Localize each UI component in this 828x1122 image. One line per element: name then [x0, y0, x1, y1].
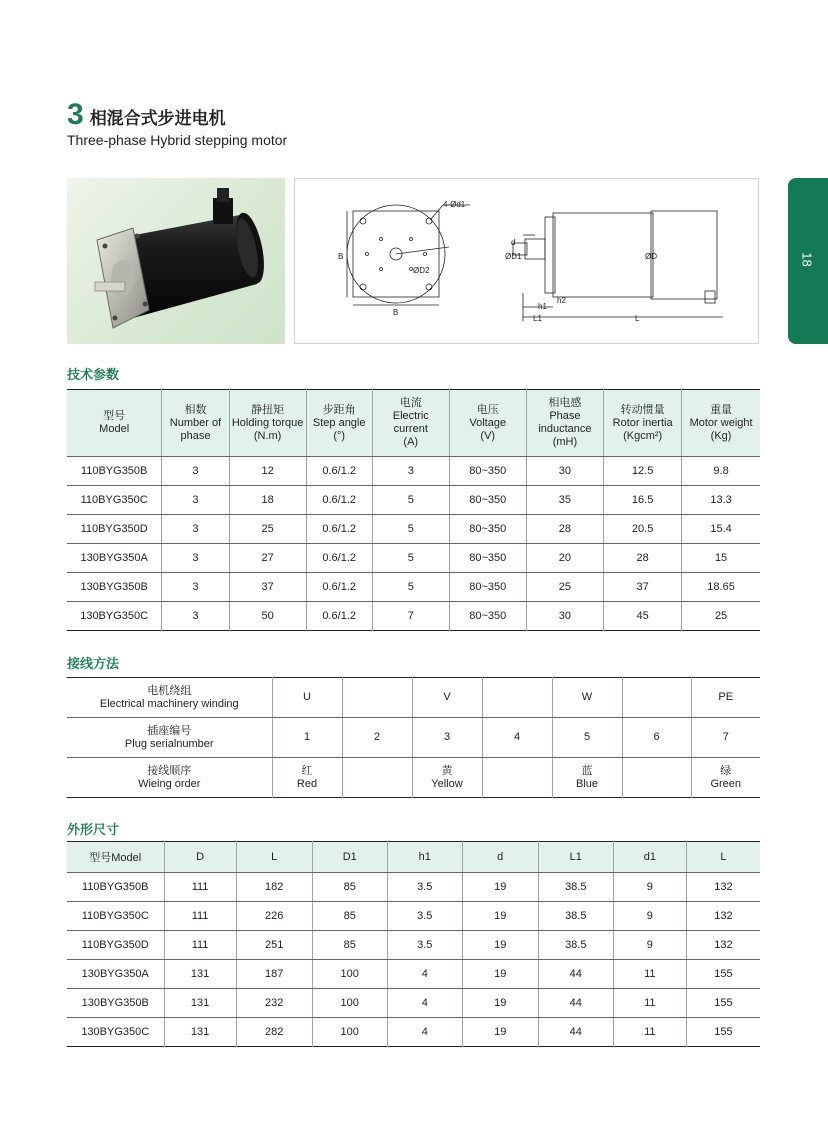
table-cell: 3: [162, 544, 229, 573]
table-cell: 132: [686, 931, 760, 960]
wiring-label-line: 电机绕组: [147, 684, 192, 697]
page-title-en: Three-phase Hybrid stepping motor: [67, 132, 288, 148]
table-cell: [622, 758, 691, 798]
table-cell: 3: [372, 457, 449, 486]
table-cell: 25: [229, 515, 306, 544]
table-cell: 35: [526, 486, 603, 515]
table-row: [67, 1018, 760, 1047]
table-cell: 44: [538, 960, 613, 989]
spec-header-cell: [526, 390, 603, 457]
table-cell: [622, 718, 691, 758]
table-cell: 25: [526, 573, 603, 602]
spec-header-cell: [67, 390, 162, 457]
dim-header-cell: d1: [613, 842, 686, 873]
spec-header-line: phase: [180, 429, 211, 442]
table-cell: 15.4: [682, 515, 760, 544]
table-row: [67, 678, 760, 718]
wiring-cell-line: 绿: [720, 764, 732, 777]
wiring-label-line: 插座编号: [147, 724, 192, 737]
spec-header-cell: [162, 390, 229, 457]
spec-header-line: (N.m): [253, 429, 282, 442]
table-cell: 3.5: [387, 873, 462, 902]
wiring-cell-line: 4: [513, 731, 521, 743]
label-d-small: d: [511, 238, 516, 247]
table-cell: 3.5: [387, 902, 462, 931]
wiring-row-label: [67, 678, 272, 718]
table-cell: [412, 678, 482, 718]
dim-header-cell: D: [164, 842, 236, 873]
spec-header-line: Voltage: [469, 416, 507, 429]
spec-header-line: 相电感: [548, 397, 582, 409]
table-cell: 37: [229, 573, 306, 602]
dimension-drawing: [294, 178, 759, 344]
table-cell: 19: [462, 989, 538, 1018]
table-cell: 3: [162, 573, 229, 602]
table-cell: 131: [164, 960, 236, 989]
table-row: [67, 758, 760, 798]
table-row: [67, 960, 760, 989]
spec-header-line: 型号: [103, 410, 126, 422]
wiring-cell-line: 蓝: [581, 764, 593, 777]
spec-header-line: current: [393, 423, 428, 435]
dim-header-cell: d: [462, 842, 538, 873]
table-cell: 12: [229, 457, 306, 486]
wiring-cell-line: U: [303, 691, 311, 703]
table-cell: 11: [613, 1018, 686, 1047]
table-cell: 0.6/1.2: [306, 457, 372, 486]
table-cell: 9: [613, 873, 686, 902]
table-cell: 4: [387, 989, 462, 1018]
wiring-cell-line: V: [443, 691, 451, 703]
table-cell: 4: [387, 1018, 462, 1047]
table-cell: 132: [686, 902, 760, 931]
dimension-table: [67, 841, 760, 1047]
table-cell: 25: [714, 610, 728, 622]
wiring-cell-line: 黄: [441, 764, 453, 777]
table-cell: 80~350: [449, 515, 526, 544]
table-cell: 28: [604, 544, 682, 573]
spec-header-line: Electric: [392, 410, 429, 422]
table-cell: 80~350: [449, 486, 526, 515]
spec-header-cell: [682, 390, 760, 457]
table-cell: [482, 758, 552, 798]
table-cell: 282: [236, 1018, 312, 1047]
table-cell: 182: [236, 873, 312, 902]
wiring-cell-line: 6: [653, 731, 660, 743]
spec-header-line: 相数: [184, 403, 207, 416]
drawing-svg: [295, 179, 760, 345]
table-row: [67, 544, 760, 573]
table-cell: [412, 718, 482, 758]
table-cell: 131: [164, 989, 236, 1018]
table-cell: 111: [164, 931, 236, 960]
wiring-row-label: [67, 718, 272, 758]
section-number: 3: [67, 98, 84, 131]
table-cell: 0.6/1.2: [306, 602, 372, 631]
table-cell: 19: [462, 902, 538, 931]
table-cell: [622, 678, 691, 718]
page-number: 18: [799, 252, 815, 267]
table-cell: 27: [229, 544, 306, 573]
table-cell: 19: [462, 1018, 538, 1047]
label-b-left: B: [338, 252, 344, 261]
table-cell: [342, 678, 412, 718]
table-cell: [272, 718, 342, 758]
table-cell: 45: [604, 602, 682, 631]
dim-header-cell: L: [686, 842, 760, 873]
table-cell: 130BYG350A: [67, 960, 164, 989]
table-cell: [552, 758, 622, 798]
spec-header-line: 电压: [476, 403, 499, 416]
label-h1: h1: [538, 302, 547, 311]
spec-header-line: inductance: [538, 423, 592, 435]
table-cell: [691, 678, 760, 718]
table-cell: 111: [164, 873, 236, 902]
table-cell: 38.5: [538, 873, 613, 902]
label-d2: ØD2: [413, 266, 430, 275]
table-cell: 85: [312, 873, 387, 902]
table-cell: 18: [229, 486, 306, 515]
spec-header-line: (Kg): [710, 429, 732, 442]
table-cell: 30: [526, 457, 603, 486]
table-cell: 130BYG350B: [67, 989, 164, 1018]
table-cell: 4: [387, 960, 462, 989]
table-cell: 80~350: [449, 544, 526, 573]
wiring-table: [67, 677, 760, 798]
motor-image-icon: [67, 178, 285, 344]
dim-header-cell: L1: [538, 842, 613, 873]
label-d1: ØD1: [505, 252, 522, 261]
table-cell: 110BYG350C: [67, 486, 162, 515]
motor-photo: [67, 178, 285, 344]
table-cell: [552, 678, 622, 718]
wiring-cell-line: 2: [373, 731, 381, 743]
spec-header-line: 转动惯量: [620, 403, 665, 416]
spec-header-line: (A): [403, 436, 419, 448]
table-cell: 131: [164, 1018, 236, 1047]
wiring-label-line: Wieing order: [138, 777, 201, 790]
spec-header-line: 重量: [710, 403, 733, 416]
table-cell: 155: [686, 960, 760, 989]
table-row: [67, 902, 760, 931]
table-row: [67, 486, 760, 515]
spec-header-cell: [604, 390, 682, 457]
table-cell: 85: [312, 902, 387, 931]
table-cell: 13.3: [682, 486, 760, 515]
table-cell: 15: [682, 544, 760, 573]
wiring-cell-line: Red: [296, 777, 318, 790]
table-cell: [482, 718, 552, 758]
page-number-tab: [788, 178, 828, 344]
dim-header-cell: D1: [312, 842, 387, 873]
table-cell: 9: [613, 902, 686, 931]
table-cell: 19: [462, 873, 538, 902]
spec-table: [67, 389, 760, 631]
label-l1: L1: [533, 314, 542, 323]
table-cell: [412, 758, 482, 798]
table-row: [67, 873, 760, 902]
table-cell: 226: [236, 902, 312, 931]
wiring-cell-line: W: [581, 691, 593, 703]
wiring-cell-line: Blue: [575, 777, 599, 790]
wiring-cell-line: 7: [722, 731, 729, 743]
spec-header-cell: [372, 390, 449, 457]
table-cell: 12.5: [604, 457, 682, 486]
table-cell: [342, 758, 412, 798]
table-cell: 11: [613, 960, 686, 989]
wiring-label-line: Electrical machinery winding: [99, 697, 239, 710]
label-b-bottom: B: [393, 308, 399, 317]
spec-header-line: Rotor inertia: [612, 416, 673, 429]
table-cell: 232: [236, 989, 312, 1018]
table-cell: 111: [164, 902, 236, 931]
wiring-cell-line: Yellow: [431, 777, 463, 790]
table-cell: 110BYG350C: [67, 902, 164, 931]
wiring-cell-line: 红: [301, 764, 313, 777]
table-row: [67, 457, 760, 486]
dim-header-cell: h1: [387, 842, 462, 873]
table-cell: 5: [372, 515, 449, 544]
wiring-cell-line: 3: [443, 731, 451, 743]
wiring-cell-line: 5: [583, 731, 591, 743]
wiring-cell-line: Green: [710, 777, 742, 790]
table-cell: 110BYG350D: [67, 515, 162, 544]
spec-header-line: Phase: [549, 410, 581, 422]
table-cell: 3: [162, 602, 229, 631]
table-cell: 44: [538, 989, 613, 1018]
wiring-row-label: [67, 758, 272, 798]
table-cell: 3: [162, 457, 229, 486]
spec-header-line: Number of: [169, 416, 222, 429]
table-cell: 0.6/1.2: [306, 486, 372, 515]
spec-header-line: Motor weight: [689, 416, 753, 429]
wiring-label-line: Plug serialnumber: [124, 737, 214, 750]
wiring-label-line: 接线顺序: [147, 764, 192, 777]
table-cell: 132: [686, 873, 760, 902]
table-cell: [272, 758, 342, 798]
table-cell: 85: [312, 931, 387, 960]
wiring-cell-line: 1: [303, 731, 311, 743]
spec-header-line: 静扭矩: [251, 403, 285, 416]
label-l: L: [635, 314, 640, 323]
table-cell: 110BYG350B: [67, 873, 164, 902]
table-cell: 110BYG350D: [67, 931, 164, 960]
table-cell: 20.5: [604, 515, 682, 544]
wiring-cell-line: PE: [718, 691, 734, 703]
table-cell: 100: [312, 960, 387, 989]
section-title-wiring: 接线方法: [67, 657, 120, 672]
table-cell: 30: [526, 602, 603, 631]
section-title-dimensions: 外形尺寸: [67, 823, 120, 838]
spec-header-line: Step angle: [312, 416, 366, 429]
table-cell: 130BYG350C: [67, 1018, 164, 1047]
spec-header-line: (V): [480, 429, 496, 442]
table-cell: [691, 758, 760, 798]
table-cell: 5: [372, 486, 449, 515]
table-cell: 0.6/1.2: [306, 515, 372, 544]
table-cell: 3.5: [387, 931, 462, 960]
table-cell: 11: [613, 989, 686, 1018]
table-cell: 38.5: [538, 931, 613, 960]
page-header: [67, 100, 287, 148]
dim-header-cell: 型号Model: [67, 842, 164, 873]
spec-header-line: 步距角: [322, 403, 356, 416]
table-cell: [552, 718, 622, 758]
table-cell: 5: [372, 544, 449, 573]
table-cell: 80~350: [449, 573, 526, 602]
table-cell: [342, 718, 412, 758]
table-cell: 7: [372, 602, 449, 631]
table-row: [67, 602, 760, 631]
table-row: [67, 931, 760, 960]
page-title-cn: 相混合式步进电机: [89, 109, 226, 129]
label-d-main: ØD: [645, 252, 657, 261]
spec-header-line: (°): [333, 429, 346, 442]
table-row: [67, 989, 760, 1018]
spec-header-line: (mH): [552, 436, 578, 448]
table-row: [67, 718, 760, 758]
table-cell: 5: [372, 573, 449, 602]
table-cell: 0.6/1.2: [306, 573, 372, 602]
section-title-specs: 技术参数: [67, 368, 120, 383]
table-cell: [691, 718, 760, 758]
table-cell: 20: [526, 544, 603, 573]
spec-header-cell: [449, 390, 526, 457]
table-cell: 38.5: [538, 902, 613, 931]
table-cell: 19: [462, 960, 538, 989]
table-cell: 80~350: [449, 602, 526, 631]
table-cell: 9.8: [682, 457, 760, 486]
table-cell: 44: [538, 1018, 613, 1047]
spec-header-line: 电流: [399, 397, 422, 409]
dim-header-cell: L: [236, 842, 312, 873]
table-cell: 37: [604, 573, 682, 602]
table-cell: 100: [312, 1018, 387, 1047]
table-cell: 187: [236, 960, 312, 989]
table-cell: 251: [236, 931, 312, 960]
table-cell: 0.6/1.2: [306, 544, 372, 573]
table-cell: [272, 678, 342, 718]
spec-header-cell: [306, 390, 372, 457]
table-cell: 155: [686, 989, 760, 1018]
spec-header-cell: [229, 390, 306, 457]
label-hole: 4-Ød1: [443, 200, 466, 209]
table-row: [67, 573, 760, 602]
table-cell: 16.5: [604, 486, 682, 515]
table-cell: 9: [613, 931, 686, 960]
spec-header-line: (Kgcm²): [623, 429, 663, 442]
table-cell: 19: [462, 931, 538, 960]
table-cell: 18.65: [682, 573, 760, 602]
table-cell: 130BYG350B: [67, 573, 162, 602]
table-cell: 80~350: [449, 457, 526, 486]
table-cell: 3: [162, 486, 229, 515]
table-cell: 130BYG350A: [67, 544, 162, 573]
table-cell: 3: [162, 515, 229, 544]
spec-header-line: Holding torque: [231, 416, 304, 429]
table-cell: 155: [714, 1026, 733, 1038]
table-cell: 50: [229, 602, 306, 631]
spec-header-line: Model: [99, 423, 130, 435]
table-cell: 130BYG350C: [67, 602, 162, 631]
table-cell: 28: [526, 515, 603, 544]
label-h2: h2: [557, 296, 566, 305]
table-cell: 110BYG350B: [67, 457, 162, 486]
table-cell: [482, 678, 552, 718]
table-row: [67, 515, 760, 544]
table-cell: 100: [312, 989, 387, 1018]
